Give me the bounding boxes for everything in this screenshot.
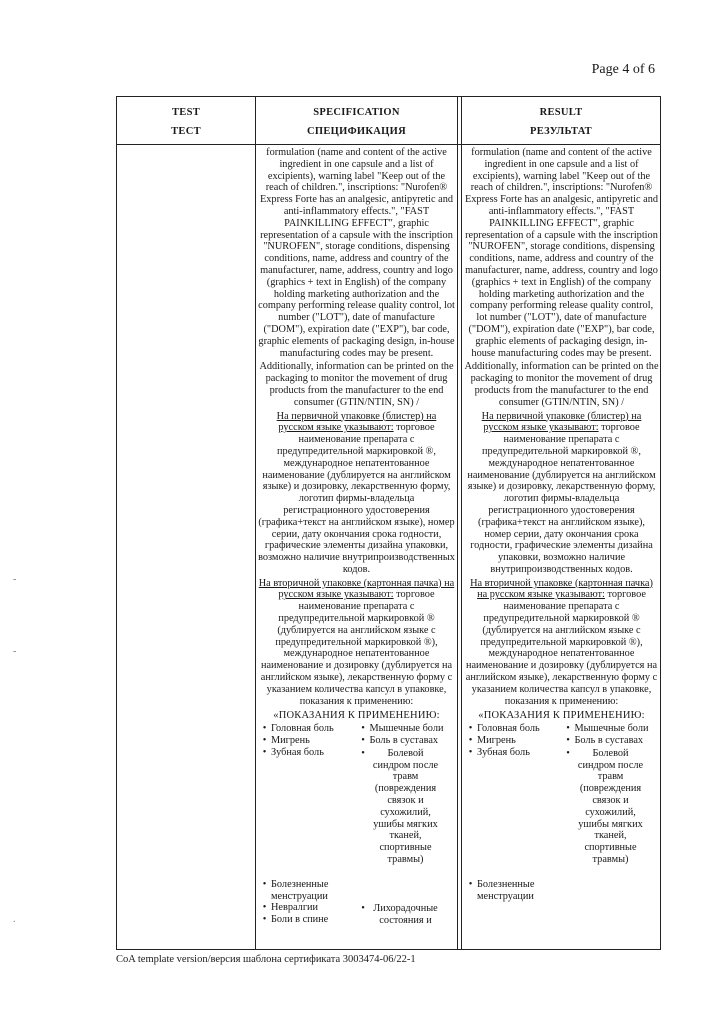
list-item: • Боль в суставах xyxy=(562,735,660,747)
header-spec-ru: СПЕЦИФИКАЦИЯ xyxy=(307,126,406,137)
bullet-icon: • xyxy=(262,914,267,926)
bullet-icon: • xyxy=(262,878,267,890)
specification-cell xyxy=(258,147,455,947)
bullet-icon: • xyxy=(468,746,473,758)
result-cell xyxy=(464,147,659,947)
result-paragraph-carton xyxy=(464,578,659,708)
list-item: • Головная боль xyxy=(464,723,562,735)
bullet-icon: • xyxy=(566,735,570,747)
header-divider xyxy=(117,144,660,145)
spec-indications-left-2 xyxy=(258,878,357,927)
result-blister-heading: На первичной упаковке (блистер) на русском языке указывают: xyxy=(481,410,642,434)
result-paragraph-blister xyxy=(464,411,659,576)
spec-paragraph-tracking: Additionally, information can be printed on the packaging to monitor the movement of drug products from the manufacturer to the end consumer (GTIN/NTIN, SN) / xyxy=(259,361,454,408)
spec-indications-list-2 xyxy=(258,878,455,927)
result-indications-left xyxy=(464,723,562,866)
result-blister-text: торговое наименование препарата с предупредительной маркировкой ®, международное непатентованное наименование (дублируется на английском языке) и дозировку, лекарственную форму, логотип фирмы-владельца регистрационного удостоверения (графика+текст на английском языке), номер серии, дату окончания срока годности, графические элементы дизайна упаковки, возможно наличие внутрипроизводственных кодов. xyxy=(467,422,656,575)
bullet-icon: • xyxy=(262,902,267,914)
bullet-icon: • xyxy=(361,902,365,914)
bullet-icon: • xyxy=(262,723,267,735)
bullet-icon: • xyxy=(262,735,267,747)
spec-carton-text: торговое наименование препарата с предупредительной маркировкой ® (дублируется на английском языке с предупредительной маркировкой ®), международное непатентованное наименование и дозировку (дублируется на английском языке), лекарственную форму с указанием количества капсул в упаковке, показания к применению: xyxy=(260,589,453,707)
margin-mark: . xyxy=(13,914,16,925)
result-paragraph-labeling: formulation (name and content of the active ingredient in one capsule and a list of excipients), warning label "Keep out of the reach of children.", inscriptions: "Nurofen® Express Forte has an analgesic, antipyretic and anti-inflammatory effects.", "FAST PAINKILLING EFFECT", graphic representation of a capsule with the inscription "NUROFEN", storage conditions, dispensing conditions, name, address and country of the manufacturer, name, address, country and logo (graphics + text in English) of the company holding marketing authorization and the company performing release quality control, lot number ("LOT"), date of manufacture ("DOM"), expiration date ("EXP"), bar code, graphic elements of packaging design, in-house manufacturing codes may be present. xyxy=(464,147,658,359)
bullet-icon: • xyxy=(468,735,473,747)
list-item: • Невралгии xyxy=(258,902,357,914)
margin-mark: - xyxy=(13,574,17,585)
margin-mark: - xyxy=(13,646,17,657)
specification-table xyxy=(116,96,661,950)
header-test xyxy=(117,103,255,141)
result-carton-text: торговое наименование препарата с предупредительной маркировкой ® (дублируется на английском языке с предупредительной маркировкой ®), международное непатентованное наименование и дозировку (дублируется на английском языке), лекарственную форму с указанием количества капсул в упаковке, показания к применению: xyxy=(465,589,658,707)
bullet-icon: • xyxy=(566,723,570,735)
spec-carton-heading: На вторичной упаковке (картонная пачка) на русском языке указывают: xyxy=(258,577,455,601)
column-divider xyxy=(457,97,458,949)
result-indications-list xyxy=(464,723,659,866)
header-test-en: TEST xyxy=(171,107,201,118)
list-item: • Мигрень xyxy=(258,735,357,747)
result-carton-heading: На вторичной упаковке (картонная пачка) на русском языке указывают: xyxy=(470,577,653,601)
header-result xyxy=(462,103,660,141)
list-item: • Болевой синдром после травм (повреждения связок и сухожилий, ушибы мягких тканей, спортивные травмы) xyxy=(357,748,456,866)
list-item: • Болезненные менструации xyxy=(464,879,562,903)
page-number: Page 4 of 6 xyxy=(591,62,655,77)
list-item: • Мышечные боли xyxy=(357,723,456,735)
bullet-icon: • xyxy=(468,878,473,890)
bullet-icon: • xyxy=(361,747,365,759)
header-result-ru: РЕЗУЛЬТАТ xyxy=(530,126,592,137)
result-indications-right xyxy=(562,723,660,866)
spec-blister-heading: На первичной упаковке (блистер) на русском языке указывают: xyxy=(276,410,437,434)
template-version-footer: CoA template version/версия шаблона сертификата 3003474-06/22-1 xyxy=(116,954,416,965)
list-item: • Зубная боль xyxy=(258,747,357,759)
bullet-icon: • xyxy=(361,723,365,735)
list-item: • Болезненные менструации xyxy=(258,879,357,903)
header-specification xyxy=(256,103,457,141)
spec-indications-right xyxy=(357,723,456,866)
list-item: • Головная боль xyxy=(258,723,357,735)
column-divider xyxy=(255,97,256,949)
spec-paragraph-labeling: formulation (name and content of the active ingredient in one capsule and a list of excipients), warning label "Keep out of the reach of children.", inscriptions: "Nurofen® Express Forte has an analgesic, antipyretic and anti-inflammatory effects.", "FAST PAINKILLING EFFECT", graphic representation of a capsule with the inscription "NUROFEN", storage conditions, dispensing conditions, name, address and country of the manufacturer, name, address, country and logo (graphics + text in English) of the company holding marketing authorization and the company performing release quality control, lot number ("LOT"), date of manufacture ("DOM"), expiration date ("EXP"), bar code, graphic elements of packaging design, in-house manufacturing codes may be present. xyxy=(258,147,455,359)
bullet-icon: • xyxy=(262,746,267,758)
list-item: • Лихорадочные состояния и xyxy=(357,903,456,927)
result-indications-title: «ПОКАЗАНИЯ К ПРИМЕНЕНИЮ: xyxy=(478,710,645,722)
list-item: • Мышечные боли xyxy=(562,723,660,735)
spec-blister-text: торговое наименование препарата с предупредительной маркировкой ®, международное непатентованное наименование (дублируется на английском языке) и дозировку, лекарственную форму, логотип фирмы-владельца регистрационного удостоверения (графика+текст на английском языке), номер серии, дату окончания срока годности, графические элементы дизайна упаковки, возможно наличие внутрипроизводственных кодов. xyxy=(258,422,455,575)
bullet-icon: • xyxy=(468,723,473,735)
result-indications-list-2 xyxy=(464,878,659,903)
list-item: • Зубная боль xyxy=(464,747,562,759)
spec-indications-right-2 xyxy=(357,878,456,927)
header-result-en: RESULT xyxy=(539,107,583,118)
spec-paragraph-blister xyxy=(258,411,455,576)
header-spec-en: SPECIFICATION xyxy=(313,107,400,118)
spec-indications-list xyxy=(258,723,455,866)
list-item: • Боли в спине xyxy=(258,914,357,926)
result-indications-left-2 xyxy=(464,878,562,903)
spec-indications-title: «ПОКАЗАНИЯ К ПРИМЕНЕНИЮ: xyxy=(273,710,440,722)
list-item: • Болевой синдром после травм (повреждения связок и сухожилий, ушибы мягких тканей, спортивные травмы) xyxy=(562,748,660,866)
spec-paragraph-carton xyxy=(258,578,455,708)
bullet-icon: • xyxy=(566,747,570,759)
column-divider xyxy=(461,97,462,949)
result-paragraph-tracking: Additionally, information can be printed on the packaging to monitor the movement of drug products from the manufacturer to the end consumer (GTIN/NTIN, SN) / xyxy=(464,361,659,408)
spec-indications-left xyxy=(258,723,357,866)
header-test-ru: ТЕСТ xyxy=(171,126,201,137)
list-item: • Боль в суставах xyxy=(357,735,456,747)
list-item: • Мигрень xyxy=(464,735,562,747)
bullet-icon: • xyxy=(361,735,365,747)
